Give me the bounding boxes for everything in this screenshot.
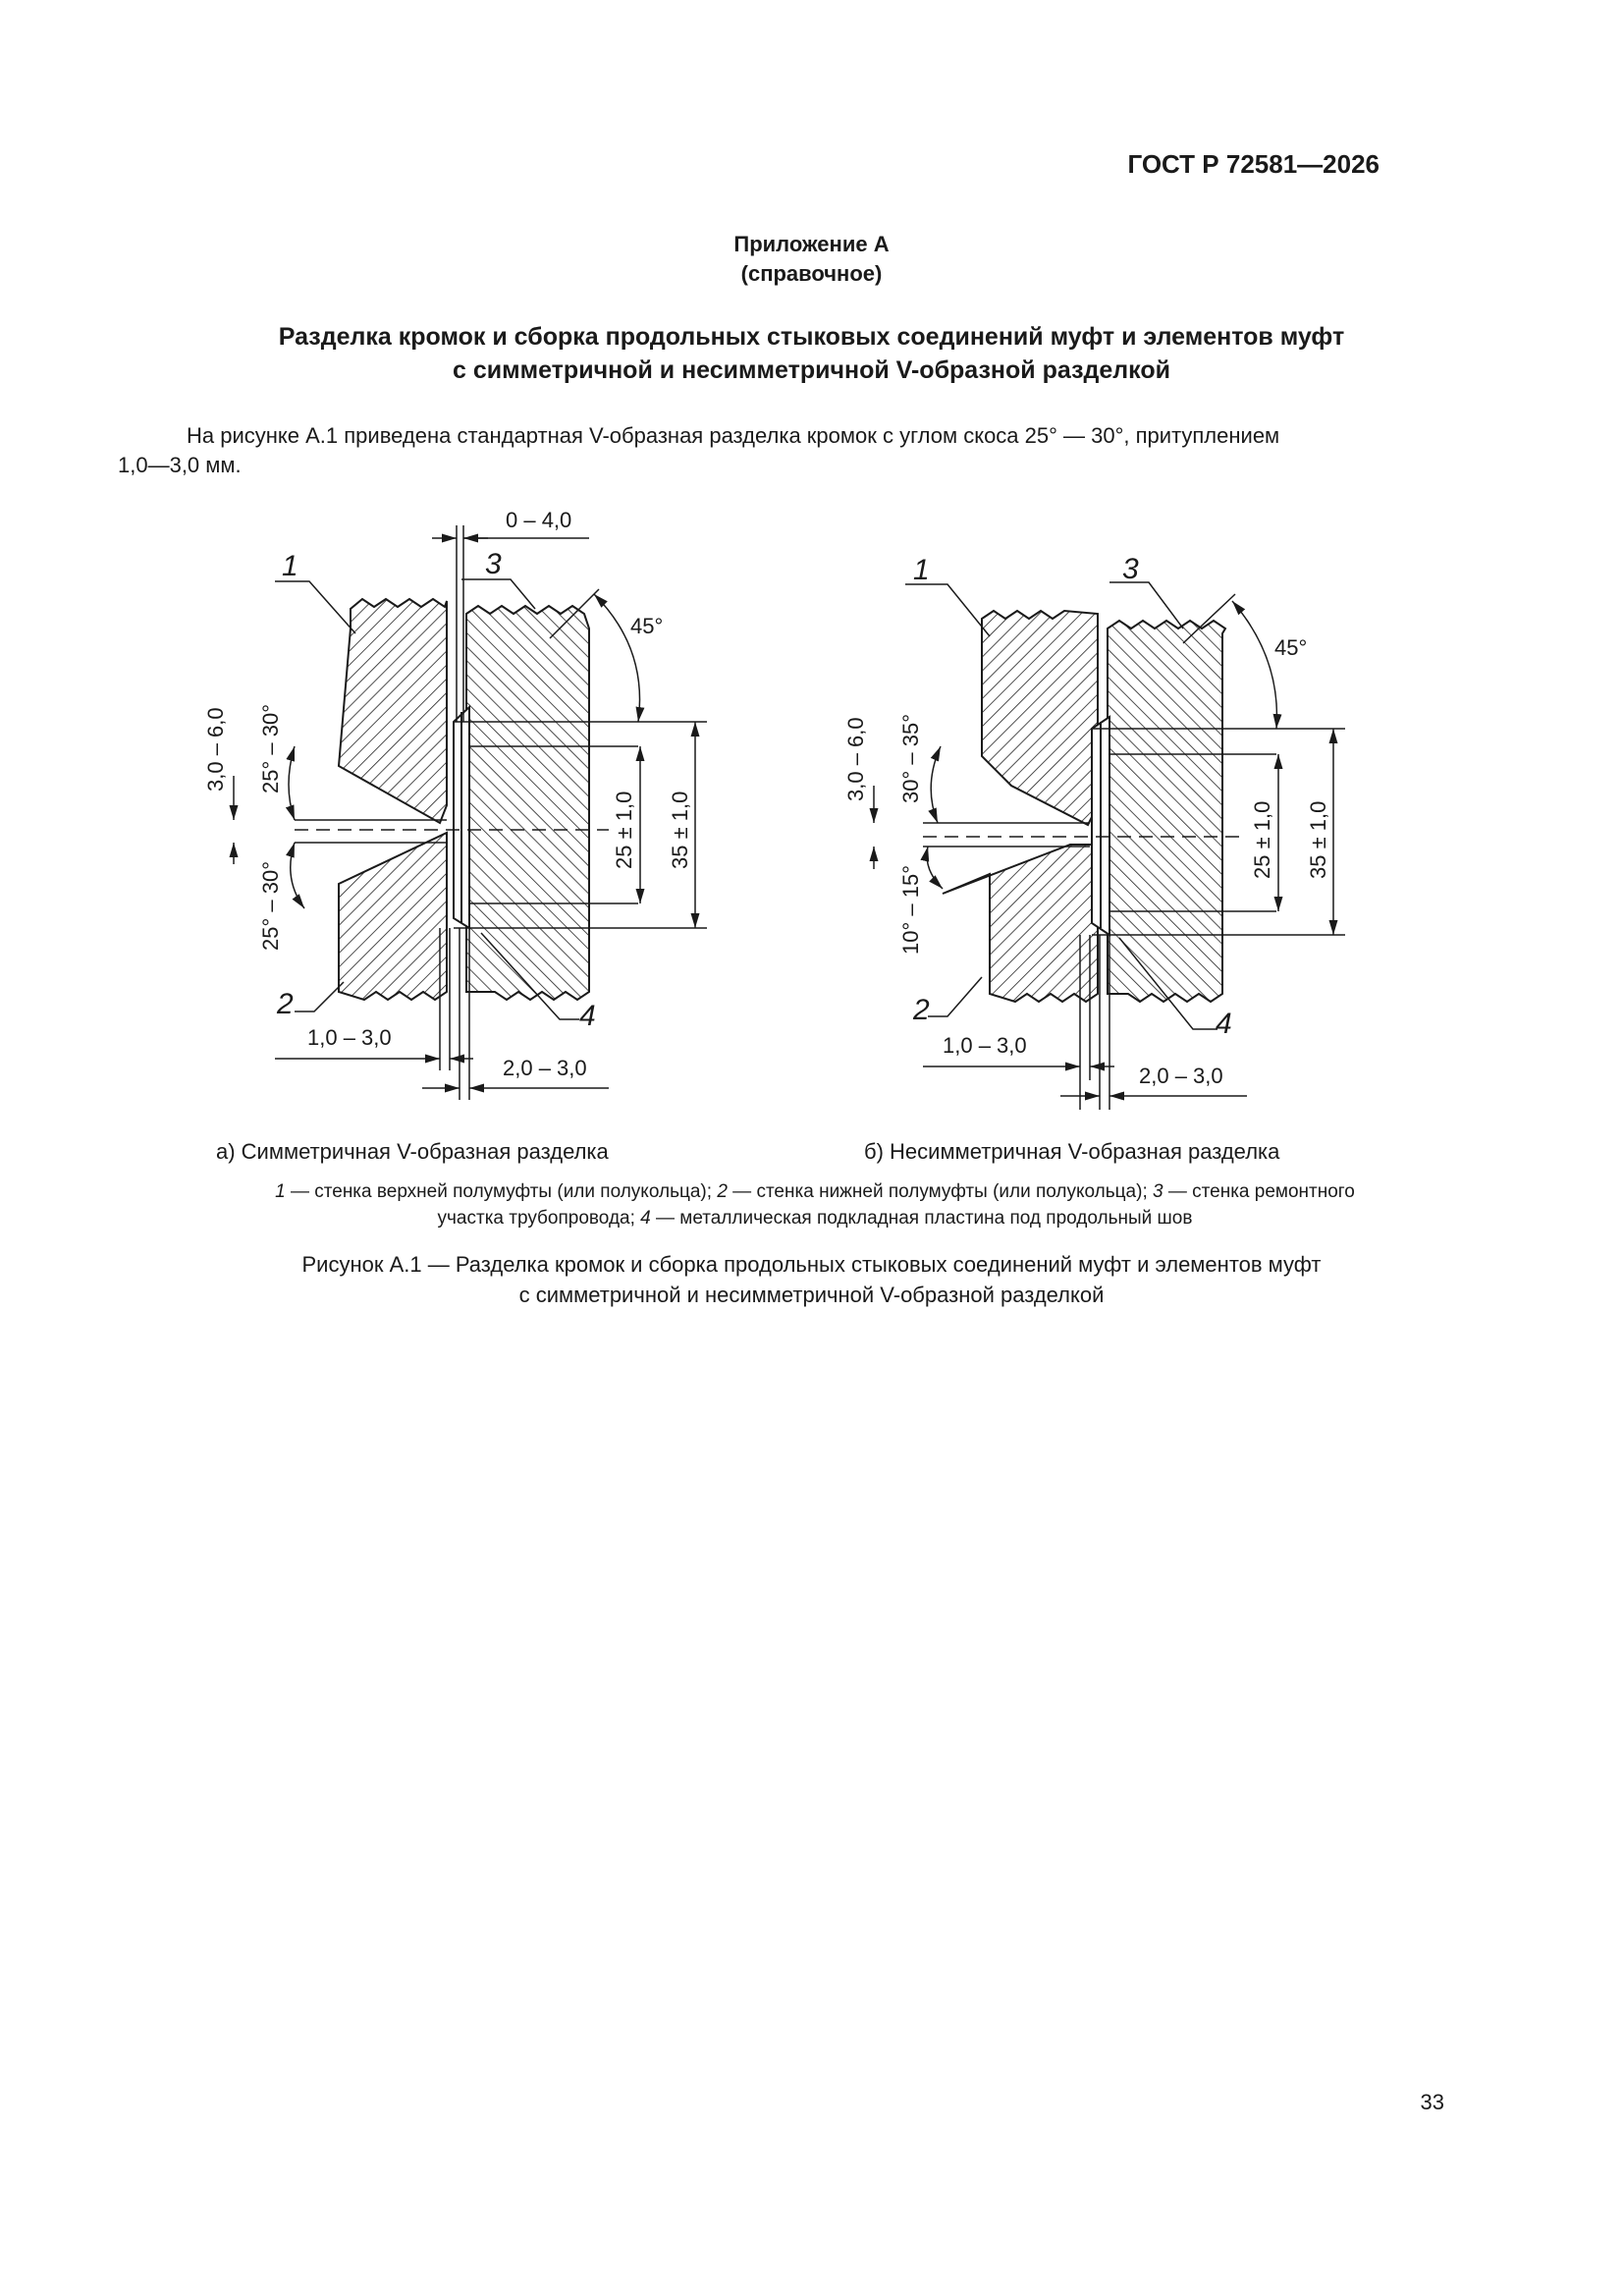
- legend-text: участка трубопровода;: [437, 1208, 641, 1229]
- dim-angle-45: 45°: [1274, 635, 1308, 660]
- callout-2: 2: [277, 988, 294, 1020]
- figure-legend: [128, 1178, 1502, 1231]
- figure-caption-line1: Рисунок А.1 — Разделка кромок и сборка продольных стыковых соединений муфт и элементов муфт: [301, 1252, 1322, 1277]
- dim-gap-bottom: 2,0 – 3,0: [1139, 1064, 1223, 1088]
- section-title-line1: Разделка кромок и сборка продольных стыковых соединений муфт и элементов муфт: [278, 323, 1345, 351]
- wall-3: [466, 606, 589, 1000]
- callout-1: 1: [913, 554, 930, 586]
- callout-1: 1: [282, 550, 298, 582]
- wall-2: [943, 845, 1098, 1002]
- page-number: 33: [1420, 2090, 1444, 2114]
- legend-text: — стенка ремонтного: [1163, 1181, 1355, 1202]
- document-code: ГОСТ Р 72581—2026: [1127, 149, 1380, 179]
- dim-h35: 35 ± 1,0: [668, 791, 692, 869]
- legend-number: 3: [1153, 1181, 1163, 1202]
- annex-title: Приложение А: [733, 232, 890, 256]
- dim-angle-down: 10° – 15°: [898, 865, 923, 955]
- dim-blunt: 1,0 – 3,0: [307, 1025, 392, 1050]
- annex-type: (справочное): [740, 261, 883, 286]
- legend-text: — стенка нижней полумуфты (или полукольца);: [727, 1181, 1154, 1202]
- wall-1: [982, 611, 1098, 825]
- dim-angle-up: 25° – 30°: [258, 704, 283, 793]
- callout-4: 4: [579, 1000, 596, 1032]
- subcaption-b: б) Несимметричная V-образная разделка: [864, 1139, 1280, 1164]
- subcaption-a: а) Симметричная V-образная разделка: [216, 1139, 609, 1164]
- dim-angle-up: 30° – 35°: [898, 714, 923, 803]
- wall-2: [339, 833, 447, 1000]
- dim-h25: 25 ± 1,0: [1250, 800, 1274, 879]
- section-title-line2: с симметричной и несимметричной V-образной разделкой: [453, 356, 1170, 384]
- dim-gap-bottom: 2,0 – 3,0: [503, 1056, 587, 1080]
- legend-number: 1: [275, 1181, 286, 1202]
- callout-2: 2: [913, 994, 930, 1026]
- dim-gap-top: 0 – 4,0: [506, 508, 572, 532]
- legend-number: 2: [717, 1181, 728, 1202]
- intro-line2: 1,0—3,0 мм.: [118, 453, 242, 477]
- dim-h35: 35 ± 1,0: [1306, 800, 1330, 879]
- legend-number: 4: [640, 1208, 651, 1229]
- dim-v1: 3,0 – 6,0: [203, 707, 228, 792]
- dim-angle-down: 25° – 30°: [258, 861, 283, 951]
- callout-4: 4: [1216, 1008, 1232, 1040]
- dim-v1: 3,0 – 6,0: [843, 717, 868, 801]
- intro-line1: На рисунке А.1 приведена стандартная V-образная разделка кромок с углом скоса 25° — 30°, притуплением: [187, 423, 1280, 448]
- legend-text: — стенка верхней полумуфты (или полукольца);: [285, 1181, 718, 1202]
- drawing-asymmetric: [874, 582, 1345, 1110]
- dim-blunt: 1,0 – 3,0: [943, 1033, 1027, 1058]
- callout-3: 3: [1122, 553, 1139, 585]
- dim-angle-45: 45°: [630, 614, 664, 638]
- dim-h25: 25 ± 1,0: [612, 791, 636, 869]
- callout-3: 3: [485, 548, 502, 580]
- legend-text: — металлическая подкладная пластина под продольный шов: [650, 1208, 1193, 1229]
- figure-caption-line2: с симметричной и несимметричной V-образной разделкой: [518, 1283, 1105, 1307]
